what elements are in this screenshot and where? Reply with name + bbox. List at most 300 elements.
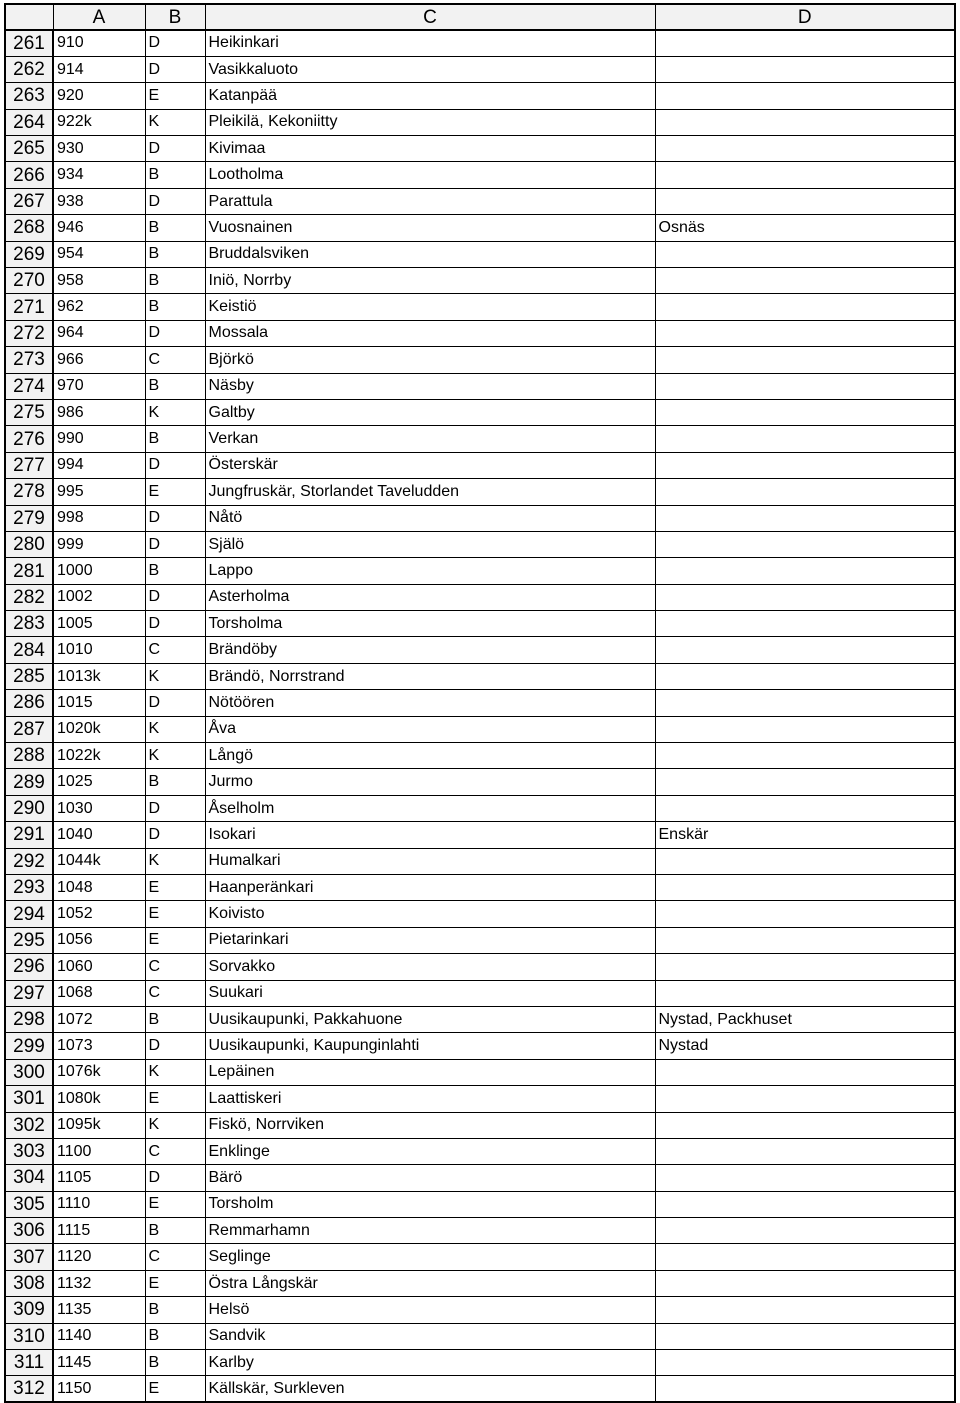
cell-c[interactable]: Östra Långskär [205, 1270, 655, 1296]
row-header[interactable]: 281 [5, 558, 53, 584]
cell-c[interactable]: Koivisto [205, 901, 655, 927]
table-row [5, 1112, 955, 1138]
cell-a[interactable]: 986 [53, 399, 145, 425]
row-header[interactable]: 306 [5, 1218, 53, 1244]
cell-b[interactable]: D [145, 531, 205, 557]
cell-d[interactable] [655, 1376, 955, 1402]
cell-d[interactable] [655, 268, 955, 294]
row-header[interactable]: 302 [5, 1112, 53, 1138]
cell-c[interactable]: Brändö, Norrstrand [205, 663, 655, 689]
cell-c[interactable]: Bärö [205, 1165, 655, 1191]
cell-a[interactable]: 962 [53, 294, 145, 320]
cell-d[interactable] [655, 1323, 955, 1349]
cell-b[interactable]: E [145, 479, 205, 505]
cell-c[interactable]: Näsby [205, 373, 655, 399]
cell-a[interactable]: 1110 [53, 1191, 145, 1217]
cell-b[interactable]: D [145, 584, 205, 610]
cell-a[interactable]: 1005 [53, 611, 145, 637]
cell-b[interactable]: E [145, 1270, 205, 1296]
cell-b[interactable]: B [145, 558, 205, 584]
cell-d[interactable] [655, 505, 955, 531]
cell-b[interactable]: B [145, 215, 205, 241]
cell-b[interactable]: C [145, 347, 205, 373]
row-header[interactable]: 304 [5, 1165, 53, 1191]
row-header[interactable]: 274 [5, 373, 53, 399]
cell-b[interactable]: D [145, 795, 205, 821]
cell-a[interactable]: 1068 [53, 980, 145, 1006]
cell-c[interactable]: Nåtö [205, 505, 655, 531]
cell-d[interactable] [655, 558, 955, 584]
row-header[interactable]: 287 [5, 716, 53, 742]
row-header[interactable]: 265 [5, 136, 53, 162]
table-row [5, 1244, 955, 1270]
cell-a[interactable]: 966 [53, 347, 145, 373]
cell-b[interactable]: C [145, 980, 205, 1006]
cell-b[interactable]: K [145, 716, 205, 742]
cell-a[interactable]: 1010 [53, 637, 145, 663]
table-row [5, 558, 955, 584]
cell-d[interactable] [655, 373, 955, 399]
cell-b[interactable]: B [145, 241, 205, 267]
table-row [5, 426, 955, 452]
table-row [5, 584, 955, 610]
cell-d[interactable] [655, 795, 955, 821]
cell-c[interactable]: Katanpää [205, 83, 655, 109]
cell-c[interactable]: Haanperänkari [205, 875, 655, 901]
row-header[interactable]: 297 [5, 980, 53, 1006]
cell-d[interactable] [655, 56, 955, 82]
cell-a[interactable]: 1145 [53, 1350, 145, 1376]
sheet-body [5, 30, 955, 1402]
cell-d[interactable] [655, 690, 955, 716]
cell-c[interactable]: Asterholma [205, 584, 655, 610]
cell-a[interactable]: 1120 [53, 1244, 145, 1270]
cell-c[interactable]: Vuosnainen [205, 215, 655, 241]
row-header[interactable]: 279 [5, 505, 53, 531]
cell-a[interactable]: 1140 [53, 1323, 145, 1349]
cell-a[interactable]: 1020k [53, 716, 145, 742]
cell-b[interactable]: B [145, 373, 205, 399]
table-row [5, 109, 955, 135]
cell-c[interactable]: Åva [205, 716, 655, 742]
cell-c[interactable]: Långö [205, 743, 655, 769]
row-header[interactable]: 267 [5, 188, 53, 214]
row-header[interactable]: 270 [5, 268, 53, 294]
cell-a[interactable]: 1115 [53, 1218, 145, 1244]
cell-b[interactable]: C [145, 954, 205, 980]
cell-a[interactable]: 1150 [53, 1376, 145, 1402]
cell-a[interactable]: 1105 [53, 1165, 145, 1191]
cell-b[interactable]: B [145, 769, 205, 795]
table-row [5, 927, 955, 953]
cell-b[interactable]: C [145, 1244, 205, 1270]
cell-c[interactable]: Jungfruskär, Storlandet Taveludden [205, 479, 655, 505]
cell-c[interactable]: Uusikaupunki, Pakkahuone [205, 1006, 655, 1032]
cell-d[interactable] [655, 109, 955, 135]
table-row [5, 347, 955, 373]
cell-b[interactable]: D [145, 56, 205, 82]
cell-c[interactable]: Kivimaa [205, 136, 655, 162]
row-header[interactable]: 266 [5, 162, 53, 188]
cell-a[interactable]: 930 [53, 136, 145, 162]
cell-b[interactable]: D [145, 136, 205, 162]
table-row [5, 1165, 955, 1191]
row-header[interactable]: 269 [5, 241, 53, 267]
cell-c[interactable]: Sorvakko [205, 954, 655, 980]
row-header[interactable]: 275 [5, 399, 53, 425]
cell-c[interactable]: Fiskö, Norrviken [205, 1112, 655, 1138]
cell-d[interactable] [655, 769, 955, 795]
cell-b[interactable]: D [145, 505, 205, 531]
cell-a[interactable]: 970 [53, 373, 145, 399]
cell-b[interactable]: E [145, 927, 205, 953]
cell-b[interactable]: B [145, 162, 205, 188]
row-header[interactable]: 311 [5, 1350, 53, 1376]
column-header-c[interactable]: C [205, 4, 655, 30]
cell-b[interactable]: K [145, 663, 205, 689]
table-row [5, 1270, 955, 1296]
table-row [5, 716, 955, 742]
cell-a[interactable]: 910 [53, 30, 145, 56]
cell-a[interactable]: 1076k [53, 1059, 145, 1085]
cell-d[interactable] [655, 954, 955, 980]
cell-a[interactable]: 998 [53, 505, 145, 531]
cell-a[interactable]: 1060 [53, 954, 145, 980]
cell-d[interactable] [655, 980, 955, 1006]
cell-b[interactable]: K [145, 109, 205, 135]
row-header[interactable]: 271 [5, 294, 53, 320]
cell-a[interactable]: 1072 [53, 1006, 145, 1032]
table-row [5, 30, 955, 56]
table-row [5, 848, 955, 874]
cell-d[interactable] [655, 716, 955, 742]
row-header[interactable]: 277 [5, 452, 53, 478]
table-row [5, 188, 955, 214]
cell-b[interactable]: E [145, 1086, 205, 1112]
row-header[interactable]: 268 [5, 215, 53, 241]
row-header[interactable]: 295 [5, 927, 53, 953]
cell-a[interactable]: 1135 [53, 1297, 145, 1323]
cell-a[interactable]: 914 [53, 56, 145, 82]
cell-a[interactable]: 1100 [53, 1138, 145, 1164]
cell-c[interactable]: Heikinkari [205, 30, 655, 56]
cell-d[interactable]: Enskär [655, 822, 955, 848]
cell-d[interactable] [655, 1112, 955, 1138]
cell-b[interactable]: D [145, 30, 205, 56]
cell-c[interactable]: Österskär [205, 452, 655, 478]
row-header[interactable]: 294 [5, 901, 53, 927]
cell-d[interactable] [655, 663, 955, 689]
cell-b[interactable]: C [145, 1138, 205, 1164]
cell-d[interactable] [655, 927, 955, 953]
row-header[interactable]: 299 [5, 1033, 53, 1059]
table-row [5, 162, 955, 188]
cell-b[interactable]: D [145, 822, 205, 848]
cell-b[interactable]: K [145, 1059, 205, 1085]
cell-c[interactable]: Pleikilä, Kekoniitty [205, 109, 655, 135]
row-header[interactable]: 312 [5, 1376, 53, 1402]
cell-a[interactable]: 1080k [53, 1086, 145, 1112]
cell-d[interactable] [655, 1244, 955, 1270]
cell-b[interactable]: E [145, 83, 205, 109]
cell-c[interactable]: Själö [205, 531, 655, 557]
cell-a[interactable]: 1015 [53, 690, 145, 716]
cell-a[interactable]: 1056 [53, 927, 145, 953]
cell-b[interactable]: E [145, 1376, 205, 1402]
cell-a[interactable]: 958 [53, 268, 145, 294]
cell-d[interactable] [655, 611, 955, 637]
table-row [5, 901, 955, 927]
cell-d[interactable] [655, 1297, 955, 1323]
table-row [5, 1218, 955, 1244]
column-header-row [5, 4, 955, 30]
row-header[interactable]: 296 [5, 954, 53, 980]
column-header-a[interactable]: A [53, 4, 145, 30]
row-header[interactable]: 282 [5, 584, 53, 610]
cell-b[interactable]: D [145, 1165, 205, 1191]
cell-a[interactable]: 946 [53, 215, 145, 241]
cell-a[interactable]: 964 [53, 320, 145, 346]
table-row [5, 1191, 955, 1217]
cell-b[interactable]: C [145, 637, 205, 663]
cell-c[interactable]: Sandvik [205, 1323, 655, 1349]
column-header-d[interactable]: D [655, 4, 955, 30]
row-header[interactable]: 284 [5, 637, 53, 663]
column-header-b[interactable]: B [145, 4, 205, 30]
cell-d[interactable] [655, 584, 955, 610]
cell-c[interactable]: Suukari [205, 980, 655, 1006]
cell-c[interactable]: Lootholma [205, 162, 655, 188]
cell-d[interactable] [655, 426, 955, 452]
cell-d[interactable] [655, 1270, 955, 1296]
cell-c[interactable]: Jurmo [205, 769, 655, 795]
cell-c[interactable]: Remmarhamn [205, 1218, 655, 1244]
cell-d[interactable] [655, 1138, 955, 1164]
cell-c[interactable]: Bruddalsviken [205, 241, 655, 267]
cell-d[interactable] [655, 452, 955, 478]
cell-a[interactable]: 994 [53, 452, 145, 478]
cell-b[interactable]: D [145, 452, 205, 478]
cell-d[interactable]: Nystad, Packhuset [655, 1006, 955, 1032]
cell-b[interactable]: B [145, 1323, 205, 1349]
cell-c[interactable]: Uusikaupunki, Kaupunginlahti [205, 1033, 655, 1059]
select-all-corner[interactable] [5, 4, 53, 30]
row-header[interactable]: 286 [5, 690, 53, 716]
cell-d[interactable] [655, 1165, 955, 1191]
row-header[interactable]: 288 [5, 743, 53, 769]
cell-a[interactable]: 1000 [53, 558, 145, 584]
cell-d[interactable] [655, 875, 955, 901]
row-header[interactable]: 310 [5, 1323, 53, 1349]
row-header[interactable]: 305 [5, 1191, 53, 1217]
row-header[interactable]: 303 [5, 1138, 53, 1164]
cell-d[interactable] [655, 294, 955, 320]
cell-a[interactable]: 1044k [53, 848, 145, 874]
cell-a[interactable]: 999 [53, 531, 145, 557]
cell-c[interactable]: Pietarinkari [205, 927, 655, 953]
cell-d[interactable] [655, 241, 955, 267]
row-header[interactable]: 298 [5, 1006, 53, 1032]
row-header[interactable]: 278 [5, 479, 53, 505]
row-header[interactable]: 289 [5, 769, 53, 795]
cell-d[interactable] [655, 1218, 955, 1244]
cell-c[interactable]: Karlby [205, 1350, 655, 1376]
cell-b[interactable]: E [145, 1191, 205, 1217]
cell-c[interactable]: Åselholm [205, 795, 655, 821]
cell-c[interactable]: Galtby [205, 399, 655, 425]
cell-a[interactable]: 938 [53, 188, 145, 214]
table-row [5, 1350, 955, 1376]
cell-c[interactable]: Laattiskeri [205, 1086, 655, 1112]
row-header[interactable]: 301 [5, 1086, 53, 1112]
cell-b[interactable]: D [145, 320, 205, 346]
cell-c[interactable]: Källskär, Surkleven [205, 1376, 655, 1402]
cell-a[interactable]: 1048 [53, 875, 145, 901]
cell-c[interactable]: Torsholm [205, 1191, 655, 1217]
row-header[interactable]: 261 [5, 30, 53, 56]
table-row [5, 268, 955, 294]
row-header[interactable]: 293 [5, 875, 53, 901]
cell-d[interactable] [655, 136, 955, 162]
cell-d[interactable]: Nystad [655, 1033, 955, 1059]
cell-c[interactable]: Seglinge [205, 1244, 655, 1270]
row-header[interactable]: 291 [5, 822, 53, 848]
cell-b[interactable]: D [145, 1033, 205, 1059]
cell-a[interactable]: 1073 [53, 1033, 145, 1059]
cell-d[interactable] [655, 320, 955, 346]
row-header[interactable]: 264 [5, 109, 53, 135]
row-header[interactable]: 290 [5, 795, 53, 821]
cell-a[interactable]: 954 [53, 241, 145, 267]
cell-b[interactable]: K [145, 848, 205, 874]
cell-c[interactable]: Helsö [205, 1297, 655, 1323]
cell-b[interactable]: D [145, 611, 205, 637]
cell-b[interactable]: B [145, 1297, 205, 1323]
row-header[interactable]: 263 [5, 83, 53, 109]
cell-a[interactable]: 1025 [53, 769, 145, 795]
cell-d[interactable] [655, 479, 955, 505]
cell-d[interactable] [655, 1086, 955, 1112]
row-header[interactable]: 262 [5, 56, 53, 82]
cell-d[interactable] [655, 83, 955, 109]
cell-d[interactable] [655, 1350, 955, 1376]
cell-a[interactable]: 922k [53, 109, 145, 135]
cell-d[interactable] [655, 188, 955, 214]
cell-d[interactable] [655, 1191, 955, 1217]
cell-a[interactable]: 1095k [53, 1112, 145, 1138]
table-row [5, 505, 955, 531]
cell-d[interactable] [655, 901, 955, 927]
row-header[interactable]: 273 [5, 347, 53, 373]
cell-c[interactable]: Keistiö [205, 294, 655, 320]
table-row [5, 1006, 955, 1032]
cell-d[interactable] [655, 162, 955, 188]
cell-d[interactable] [655, 743, 955, 769]
cell-d[interactable] [655, 637, 955, 663]
cell-c[interactable]: Enklinge [205, 1138, 655, 1164]
table-row [5, 215, 955, 241]
cell-b[interactable]: D [145, 690, 205, 716]
cell-c[interactable]: Vasikkaluoto [205, 56, 655, 82]
table-row [5, 637, 955, 663]
cell-c[interactable]: Brändöby [205, 637, 655, 663]
cell-c[interactable]: Iniö, Norrby [205, 268, 655, 294]
table-row [5, 980, 955, 1006]
cell-b[interactable]: K [145, 743, 205, 769]
table-row [5, 795, 955, 821]
row-header[interactable]: 292 [5, 848, 53, 874]
cell-c[interactable]: Mossala [205, 320, 655, 346]
cell-a[interactable]: 1030 [53, 795, 145, 821]
cell-d[interactable] [655, 399, 955, 425]
table-row [5, 1323, 955, 1349]
table-row [5, 1138, 955, 1164]
cell-d[interactable] [655, 347, 955, 373]
cell-d[interactable] [655, 848, 955, 874]
cell-b[interactable]: B [145, 294, 205, 320]
cell-c[interactable]: Verkan [205, 426, 655, 452]
cell-b[interactable]: B [145, 1350, 205, 1376]
cell-a[interactable]: 990 [53, 426, 145, 452]
cell-b[interactable]: E [145, 875, 205, 901]
cell-a[interactable]: 995 [53, 479, 145, 505]
cell-b[interactable]: B [145, 1218, 205, 1244]
row-header[interactable]: 283 [5, 611, 53, 637]
cell-d[interactable] [655, 30, 955, 56]
cell-a[interactable]: 1052 [53, 901, 145, 927]
cell-a[interactable]: 1132 [53, 1270, 145, 1296]
cell-b[interactable]: B [145, 1006, 205, 1032]
cell-b[interactable]: B [145, 268, 205, 294]
cell-a[interactable]: 1040 [53, 822, 145, 848]
cell-d[interactable]: Osnäs [655, 215, 955, 241]
cell-c[interactable]: Lappo [205, 558, 655, 584]
cell-b[interactable]: K [145, 399, 205, 425]
table-row [5, 663, 955, 689]
cell-d[interactable] [655, 531, 955, 557]
row-header[interactable]: 280 [5, 531, 53, 557]
table-row [5, 822, 955, 848]
cell-a[interactable]: 920 [53, 83, 145, 109]
cell-c[interactable]: Parattula [205, 188, 655, 214]
row-header[interactable]: 309 [5, 1297, 53, 1323]
row-header[interactable]: 308 [5, 1270, 53, 1296]
table-row [5, 1297, 955, 1323]
cell-b[interactable]: E [145, 901, 205, 927]
row-header[interactable]: 285 [5, 663, 53, 689]
cell-c[interactable]: Lepäinen [205, 1059, 655, 1085]
table-row [5, 399, 955, 425]
cell-b[interactable]: B [145, 426, 205, 452]
cell-b[interactable]: K [145, 1112, 205, 1138]
cell-a[interactable]: 1022k [53, 743, 145, 769]
table-row [5, 1033, 955, 1059]
cell-c[interactable]: Isokari [205, 822, 655, 848]
cell-c[interactable]: Björkö [205, 347, 655, 373]
cell-a[interactable]: 1002 [53, 584, 145, 610]
row-header[interactable]: 300 [5, 1059, 53, 1085]
cell-a[interactable]: 934 [53, 162, 145, 188]
cell-c[interactable]: Nötöören [205, 690, 655, 716]
cell-a[interactable]: 1013k [53, 663, 145, 689]
cell-c[interactable]: Torsholma [205, 611, 655, 637]
cell-d[interactable] [655, 1059, 955, 1085]
row-header[interactable]: 307 [5, 1244, 53, 1270]
cell-b[interactable]: D [145, 188, 205, 214]
row-header[interactable]: 272 [5, 320, 53, 346]
row-header[interactable]: 276 [5, 426, 53, 452]
cell-c[interactable]: Humalkari [205, 848, 655, 874]
